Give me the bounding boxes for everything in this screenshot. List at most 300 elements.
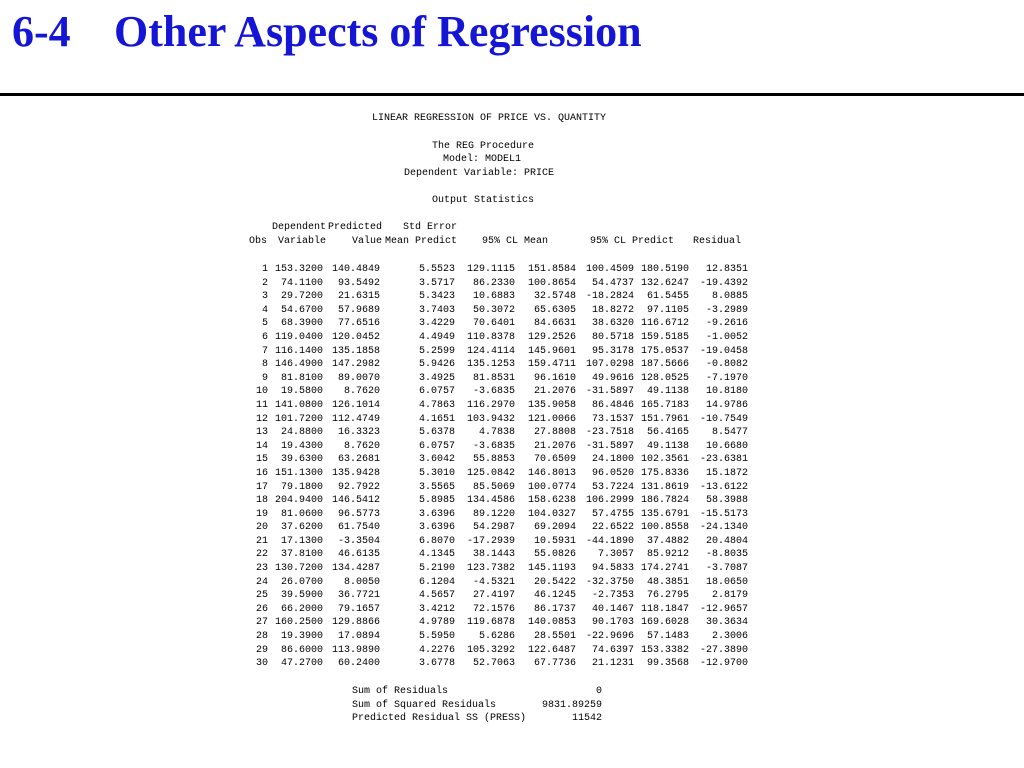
cell-cl-predict-upper: 151.7961 (640, 413, 689, 425)
cell-dependent: 17.1300 (280, 535, 323, 547)
cell-cl-mean-upper: 158.6238 (527, 495, 576, 507)
cell-residual: -19.0458 (699, 345, 748, 357)
table-row (249, 467, 748, 481)
table-row (249, 426, 748, 440)
cell-obs: 21 (255, 535, 268, 547)
cell-cl-mean-upper: 69.2094 (533, 522, 576, 534)
cell-cl-predict-lower: 54.4737 (591, 277, 634, 289)
cell-cl-predict-lower: 100.4509 (585, 264, 634, 275)
cell-residual: -0.8082 (705, 359, 748, 371)
cell-obs: 7 (261, 345, 268, 357)
cell-cl-predict-lower: 95.3178 (591, 345, 634, 357)
cell-cl-predict-upper: 76.2795 (646, 590, 689, 602)
cell-cl-predict-lower: 49.9616 (591, 372, 634, 384)
cell-obs: 27 (255, 617, 268, 629)
cell-cl-mean-lower: -3.6835 (472, 440, 515, 452)
cell-cl-predict-upper: 175.0537 (640, 345, 689, 357)
table-row (249, 616, 748, 630)
cell-obs: 17 (255, 481, 268, 493)
cell-obs: 2 (261, 277, 268, 289)
cell-obs: 30 (255, 658, 268, 670)
cell-residual: 14.9786 (705, 399, 748, 411)
cell-cl-mean-lower: 134.4586 (466, 495, 515, 507)
cell-std-error: 4.9789 (418, 617, 455, 629)
cell-predicted: 60.2400 (337, 658, 380, 670)
cell-residual: -7.1970 (705, 372, 748, 384)
cell-obs: 8 (261, 359, 268, 371)
cell-std-error: 4.5657 (418, 590, 455, 602)
cell-dependent: 37.8100 (280, 549, 323, 561)
cell-predicted: 61.7540 (337, 522, 380, 534)
cell-obs: 11 (255, 399, 268, 411)
cell-residual: -10.7549 (699, 413, 748, 425)
cell-cl-mean-upper: 65.6305 (533, 304, 576, 316)
cell-predicted: 134.4287 (331, 563, 380, 575)
cell-cl-mean-upper: 145.1193 (527, 563, 576, 575)
cell-cl-mean-lower: -4.5321 (472, 576, 515, 588)
cell-predicted: 8.0050 (343, 576, 380, 588)
header-obs: Obs (249, 236, 268, 247)
cell-cl-mean-lower: 124.4114 (466, 345, 515, 357)
cell-cl-mean-upper: 21.2076 (533, 440, 576, 452)
cell-residual: -9.2616 (705, 318, 748, 330)
cell-dependent: 37.6200 (280, 522, 323, 534)
header-mean-predict: Mean Predict (385, 236, 458, 247)
cell-std-error: 5.5523 (418, 264, 455, 275)
cell-cl-predict-lower: -31.5897 (585, 386, 634, 398)
cell-cl-predict-lower: 40.1467 (591, 603, 634, 615)
cell-cl-mean-lower: 119.6878 (466, 617, 515, 629)
cell-residual: -24.1340 (699, 522, 748, 534)
table-row (249, 657, 748, 671)
cell-cl-mean-lower: 4.7838 (478, 427, 515, 439)
cell-cl-predict-upper: 99.3568 (646, 658, 689, 670)
cell-residual: -3.7087 (705, 563, 748, 575)
cell-residual: -3.2989 (705, 304, 748, 316)
cell-cl-mean-lower: 70.6401 (472, 318, 515, 330)
cell-predicted: 129.8866 (331, 617, 380, 629)
cell-residual: -12.9700 (699, 658, 748, 670)
cell-std-error: 4.4949 (418, 331, 455, 343)
cell-std-error: 6.0757 (418, 440, 455, 452)
cell-std-error: 5.2599 (418, 345, 455, 357)
cell-predicted: 113.9890 (331, 644, 380, 656)
cell-residual: 10.8180 (705, 386, 748, 398)
cell-predicted: 21.6315 (337, 291, 380, 303)
cell-cl-predict-upper: 49.1138 (646, 386, 689, 398)
cell-residual: 58.3988 (705, 495, 748, 507)
table-row (249, 290, 748, 304)
cell-dependent: 54.6700 (280, 304, 323, 316)
cell-std-error: 3.6396 (418, 508, 455, 520)
cell-dependent: 24.8800 (280, 427, 323, 439)
cell-cl-predict-upper: 169.6028 (640, 617, 689, 629)
cell-predicted: 112.4749 (331, 413, 380, 425)
cell-cl-mean-lower: 85.5069 (472, 481, 515, 493)
cell-residual: -13.6122 (699, 481, 748, 493)
cell-predicted: 135.9428 (331, 467, 380, 479)
cell-cl-mean-upper: 20.5422 (533, 576, 576, 588)
output-model: Model: MODEL1 (443, 154, 522, 165)
cell-residual: -15.5173 (699, 508, 748, 520)
cell-residual: -19.4392 (699, 277, 748, 289)
cell-cl-mean-upper: 159.4711 (527, 359, 576, 371)
cell-obs: 3 (261, 291, 268, 303)
table-row (249, 535, 748, 549)
summary-value-3: 11542 (571, 713, 602, 724)
cell-cl-predict-lower: -23.7518 (585, 427, 634, 439)
cell-cl-predict-lower: 90.1703 (591, 617, 634, 629)
cell-cl-predict-lower: 73.1537 (591, 413, 634, 425)
cell-residual: 18.0650 (705, 576, 748, 588)
cell-dependent: 81.0600 (280, 508, 323, 520)
cell-std-error: 3.4212 (418, 603, 455, 615)
cell-cl-predict-lower: 86.4846 (591, 399, 634, 411)
table-row (249, 263, 748, 277)
table-row (249, 562, 748, 576)
cell-cl-mean-upper: 100.0774 (527, 481, 576, 493)
cell-cl-mean-lower: -3.6835 (472, 386, 515, 398)
cell-obs: 29 (255, 644, 268, 656)
output-main-title: LINEAR REGRESSION OF PRICE VS. QUANTITY (372, 113, 607, 124)
cell-residual: -1.0052 (705, 331, 748, 343)
cell-dependent: 153.3200 (274, 264, 323, 275)
cell-std-error: 3.4925 (418, 372, 455, 384)
cell-obs: 16 (255, 467, 268, 479)
header-residual: Residual (693, 236, 742, 247)
cell-obs: 6 (261, 331, 268, 343)
cell-cl-predict-upper: 48.3851 (646, 576, 689, 588)
cell-obs: 15 (255, 454, 268, 466)
output-section-title: Output Statistics (432, 195, 535, 206)
slide-title-text: Other Aspects of Regression (114, 7, 642, 56)
cell-predicted: 79.1657 (337, 603, 380, 615)
cell-dependent: 39.6300 (280, 454, 323, 466)
cell-obs: 28 (255, 631, 268, 643)
cell-cl-predict-upper: 159.5185 (640, 331, 689, 343)
cell-obs: 22 (255, 549, 268, 561)
cell-cl-predict-lower: 53.7224 (591, 481, 634, 493)
cell-cl-mean-upper: 84.6631 (533, 318, 576, 330)
cell-predicted: 16.3323 (337, 427, 380, 439)
cell-obs: 5 (261, 318, 268, 330)
cell-cl-predict-lower: -44.1890 (585, 535, 634, 547)
cell-cl-predict-lower: -2.7353 (591, 590, 634, 602)
cell-std-error: 4.2276 (418, 644, 455, 656)
cell-cl-mean-lower: -17.2939 (466, 535, 515, 547)
cell-cl-predict-lower: 21.1231 (591, 658, 634, 670)
summary-value-2: 9831.89259 (541, 700, 602, 711)
cell-std-error: 4.7863 (418, 399, 455, 411)
cell-std-error: 5.3010 (418, 467, 455, 479)
cell-residual: 30.3634 (705, 617, 748, 629)
cell-std-error: 3.5717 (418, 277, 455, 289)
cell-obs: 10 (255, 386, 268, 398)
cell-std-error: 3.5565 (418, 481, 455, 493)
cell-obs: 26 (255, 603, 268, 615)
cell-residual: -27.3890 (699, 644, 748, 656)
summary-label-3: Predicted Residual SS (PRESS) (352, 713, 527, 724)
cell-cl-predict-upper: 100.8558 (640, 522, 689, 534)
cell-std-error: 5.8985 (418, 495, 455, 507)
cell-dependent: 151.1300 (274, 467, 323, 479)
cell-cl-predict-lower: 74.6397 (591, 644, 634, 656)
table-row (249, 331, 748, 345)
cell-cl-mean-upper: 140.0853 (527, 617, 576, 629)
cell-predicted: -3.3504 (337, 535, 380, 547)
cell-cl-mean-upper: 28.5501 (533, 631, 576, 643)
title-divider (0, 93, 1024, 96)
cell-cl-predict-lower: -22.9696 (585, 631, 634, 643)
cell-cl-mean-lower: 27.4197 (472, 590, 515, 602)
cell-std-error: 3.6042 (418, 454, 455, 466)
cell-cl-predict-upper: 118.1847 (640, 603, 689, 615)
cell-obs: 9 (261, 372, 268, 384)
summary-value-1: 0 (595, 686, 602, 697)
output-dependent-variable: Dependent Variable: PRICE (404, 168, 555, 179)
cell-dependent: 116.1400 (274, 345, 323, 357)
table-row (249, 630, 748, 644)
cell-predicted: 36.7721 (337, 590, 380, 602)
cell-predicted: 57.9689 (337, 304, 380, 316)
cell-cl-predict-lower: 80.5718 (591, 331, 634, 343)
cell-dependent: 19.5800 (280, 386, 323, 398)
slide-number: 6-4 (12, 7, 71, 56)
cell-cl-predict-lower: 96.0520 (591, 467, 634, 479)
cell-cl-mean-lower: 105.3292 (466, 644, 515, 656)
table-row (249, 644, 748, 658)
cell-cl-mean-lower: 86.2330 (472, 277, 515, 289)
table-row (249, 277, 748, 291)
cell-std-error: 5.6378 (418, 427, 455, 439)
cell-obs: 19 (255, 508, 268, 520)
cell-dependent: 68.3900 (280, 318, 323, 330)
cell-cl-predict-lower: -31.5897 (585, 440, 634, 452)
cell-residual: -12.9657 (699, 603, 748, 615)
output-statistics-table (249, 263, 748, 671)
table-row (249, 440, 748, 454)
header-std-error: Std Error (403, 222, 458, 233)
cell-obs: 12 (255, 413, 268, 425)
table-row (249, 317, 748, 331)
cell-cl-mean-upper: 104.0327 (527, 508, 576, 520)
cell-obs: 23 (255, 563, 268, 575)
cell-cl-mean-lower: 50.3072 (472, 304, 515, 316)
cell-dependent: 204.9400 (274, 495, 323, 507)
cell-cl-predict-upper: 49.1138 (646, 440, 689, 452)
cell-cl-predict-lower: 24.1800 (591, 454, 634, 466)
cell-cl-mean-lower: 123.7382 (466, 563, 515, 575)
cell-cl-mean-lower: 116.2970 (466, 399, 515, 411)
cell-dependent: 66.2000 (280, 603, 323, 615)
cell-dependent: 79.1800 (280, 481, 323, 493)
cell-predicted: 8.7620 (343, 386, 380, 398)
cell-cl-mean-upper: 46.1245 (533, 590, 576, 602)
cell-obs: 20 (255, 522, 268, 534)
cell-dependent: 29.7200 (280, 291, 323, 303)
cell-residual: 2.3006 (711, 631, 748, 643)
cell-obs: 13 (255, 427, 268, 439)
cell-predicted: 126.1014 (331, 399, 380, 411)
cell-residual: -8.8035 (705, 549, 748, 561)
cell-std-error: 3.6778 (418, 658, 455, 670)
table-row (249, 304, 748, 318)
cell-predicted: 140.4849 (331, 264, 380, 275)
table-row (249, 372, 748, 386)
cell-std-error: 5.2190 (418, 563, 455, 575)
table-row (249, 385, 748, 399)
cell-obs: 18 (255, 495, 268, 507)
cell-std-error: 6.1204 (418, 576, 455, 588)
table-row (249, 453, 748, 467)
cell-cl-predict-lower: 106.2999 (585, 495, 634, 507)
cell-cl-predict-lower: 22.6522 (591, 522, 634, 534)
cell-cl-mean-lower: 125.0842 (466, 467, 515, 479)
cell-cl-mean-lower: 103.9432 (466, 413, 515, 425)
slide-title (12, 6, 642, 57)
cell-residual: 10.6680 (705, 440, 748, 452)
cell-dependent: 26.0700 (280, 576, 323, 588)
cell-dependent: 81.8100 (280, 372, 323, 384)
cell-cl-predict-upper: 128.0525 (640, 372, 689, 384)
cell-std-error: 4.1345 (418, 549, 455, 561)
summary-label-1: Sum of Residuals (352, 686, 449, 697)
table-row (249, 521, 748, 535)
cell-cl-predict-upper: 56.4165 (646, 427, 689, 439)
cell-residual: 20.4804 (705, 535, 748, 547)
cell-std-error: 6.0757 (418, 386, 455, 398)
cell-std-error: 5.3423 (418, 291, 455, 303)
cell-cl-predict-upper: 37.4882 (646, 535, 689, 547)
cell-cl-mean-upper: 67.7736 (533, 658, 576, 670)
table-row (249, 603, 748, 617)
cell-cl-mean-upper: 10.5931 (533, 535, 576, 547)
cell-cl-mean-upper: 145.9601 (527, 345, 576, 357)
cell-cl-mean-upper: 21.2076 (533, 386, 576, 398)
cell-std-error: 5.5950 (418, 631, 455, 643)
cell-cl-predict-lower: 7.3057 (597, 549, 634, 561)
cell-predicted: 96.5773 (337, 508, 380, 520)
cell-dependent: 119.0400 (274, 331, 323, 343)
header-predicted: Predicted (328, 222, 383, 233)
cell-cl-predict-upper: 131.8619 (640, 481, 689, 493)
table-row (249, 413, 748, 427)
cell-predicted: 77.6516 (337, 318, 380, 330)
cell-cl-predict-lower: 38.6320 (591, 318, 634, 330)
cell-cl-mean-lower: 129.1115 (466, 264, 515, 275)
cell-cl-predict-lower: 18.8272 (591, 304, 634, 316)
cell-cl-mean-lower: 5.6286 (478, 631, 515, 643)
cell-predicted: 147.2982 (331, 359, 380, 371)
cell-obs: 25 (255, 590, 268, 602)
cell-cl-mean-upper: 55.0826 (533, 549, 576, 561)
cell-dependent: 101.7200 (274, 413, 323, 425)
cell-cl-predict-upper: 135.6791 (640, 508, 689, 520)
cell-cl-predict-upper: 85.9212 (646, 549, 689, 561)
cell-predicted: 46.6135 (337, 549, 380, 561)
cell-predicted: 92.7922 (337, 481, 380, 493)
cell-obs: 24 (255, 576, 268, 588)
cell-cl-mean-upper: 32.5748 (533, 291, 576, 303)
cell-cl-mean-lower: 10.6883 (472, 291, 515, 303)
cell-cl-predict-upper: 102.3561 (640, 454, 689, 466)
cell-predicted: 146.5412 (331, 495, 380, 507)
cell-std-error: 5.9426 (418, 359, 455, 371)
cell-cl-predict-lower: -32.3750 (585, 576, 634, 588)
cell-cl-predict-upper: 174.2741 (640, 563, 689, 575)
cell-dependent: 19.4300 (280, 440, 323, 452)
cell-std-error: 3.6396 (418, 522, 455, 534)
cell-cl-mean-lower: 54.2987 (472, 522, 515, 534)
table-row (249, 481, 748, 495)
cell-dependent: 130.7200 (274, 563, 323, 575)
cell-obs: 4 (261, 304, 268, 316)
cell-predicted: 135.1858 (331, 345, 380, 357)
cell-cl-mean-lower: 110.8378 (466, 331, 515, 343)
cell-cl-predict-upper: 180.5190 (640, 264, 689, 275)
table-row (249, 508, 748, 522)
cell-cl-mean-lower: 72.1576 (472, 603, 515, 615)
table-row (249, 548, 748, 562)
header-variable: Variable (278, 236, 327, 247)
header-value: Value (352, 236, 383, 247)
cell-residual: 15.1872 (705, 467, 748, 479)
summary-label-2: Sum of Squared Residuals (352, 700, 497, 711)
table-row (249, 589, 748, 603)
cell-dependent: 86.6000 (280, 644, 323, 656)
cell-dependent: 160.2500 (274, 617, 323, 629)
cell-cl-predict-lower: 57.4755 (591, 508, 634, 520)
cell-dependent: 146.4900 (274, 359, 323, 371)
cell-residual: 8.0885 (711, 291, 748, 303)
cell-cl-predict-upper: 97.1105 (646, 304, 689, 316)
cell-dependent: 39.5900 (280, 590, 323, 602)
cell-std-error: 3.7403 (418, 304, 455, 316)
cell-cl-mean-upper: 70.6509 (533, 454, 576, 466)
cell-cl-mean-upper: 135.9058 (527, 399, 576, 411)
table-row (249, 494, 748, 508)
cell-cl-predict-upper: 153.3382 (640, 644, 689, 656)
cell-residual: 8.5477 (711, 427, 748, 439)
table-body (249, 263, 748, 671)
cell-cl-predict-upper: 165.7183 (640, 399, 689, 411)
cell-obs: 1 (261, 264, 268, 275)
cell-cl-mean-upper: 129.2526 (527, 331, 576, 343)
cell-std-error: 4.1651 (418, 413, 455, 425)
cell-predicted: 93.5492 (337, 277, 380, 289)
cell-predicted: 63.2681 (337, 454, 380, 466)
output-procedure: The REG Procedure (432, 141, 535, 152)
cell-cl-predict-upper: 61.5455 (646, 291, 689, 303)
table-row (249, 576, 748, 590)
cell-cl-predict-lower: -18.2824 (585, 291, 634, 303)
cell-std-error: 3.4229 (418, 318, 455, 330)
cell-predicted: 89.0070 (337, 372, 380, 384)
cell-cl-mean-lower: 55.8853 (472, 454, 515, 466)
cell-cl-mean-lower: 135.1253 (466, 359, 515, 371)
cell-cl-predict-lower: 94.5833 (591, 563, 634, 575)
header-cl-mean: 95% CL Mean (482, 236, 549, 247)
cell-cl-mean-lower: 38.1443 (472, 549, 515, 561)
table-row (249, 358, 748, 372)
table-row (249, 345, 748, 359)
cell-residual: 12.8351 (705, 264, 748, 275)
cell-cl-predict-upper: 175.8336 (640, 467, 689, 479)
header-dependent: Dependent (272, 222, 327, 233)
cell-predicted: 120.0452 (331, 331, 380, 343)
cell-cl-mean-lower: 81.8531 (472, 372, 515, 384)
cell-cl-mean-upper: 96.1610 (533, 372, 576, 384)
